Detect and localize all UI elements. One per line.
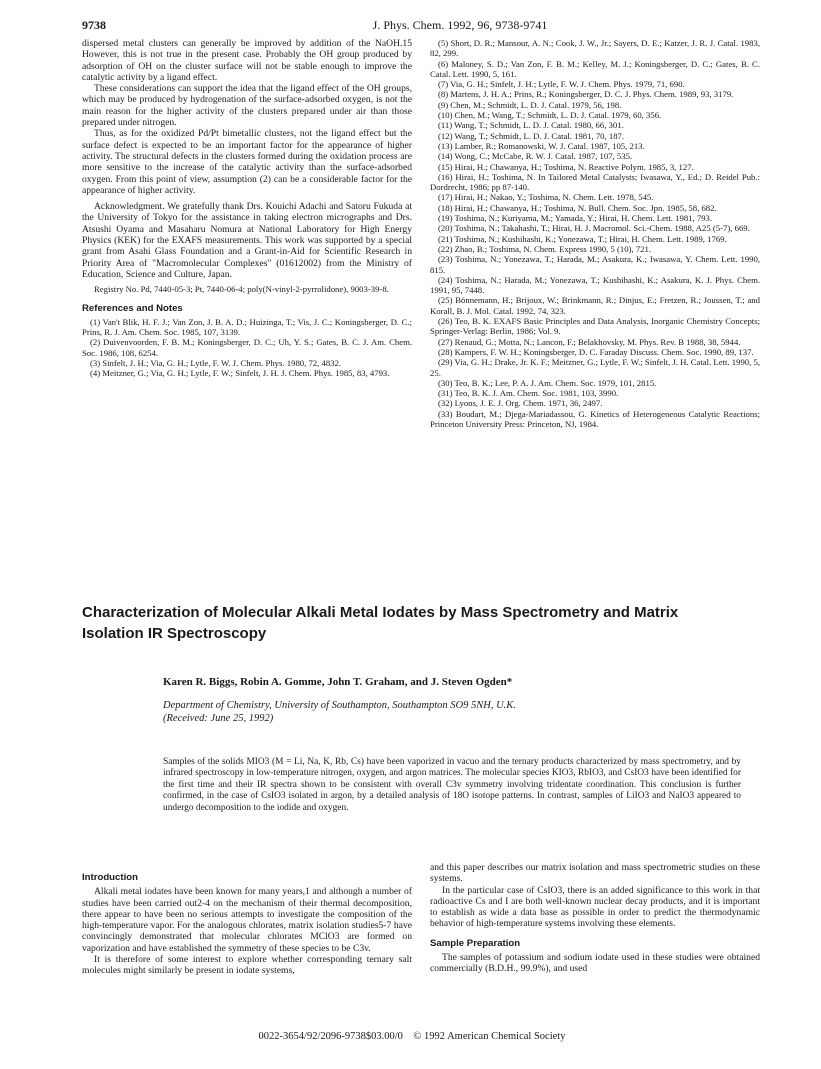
article-code: 0022-3654/92/2096-9738$03.00/0: [258, 1031, 403, 1042]
reference-item: (17) Hirai, H.; Nakao, Y.; Toshima, N. Chem. Lett. 1978, 545.: [438, 192, 654, 203]
left-column: [82, 38, 412, 379]
introduction-left: [82, 872, 412, 977]
reference-item: (25) Bönnemann, H.; Brijoux, W.; Brinkmann, R.; Dinjus, E.; Fretzen, R.; Joussen, T.; and Korall, B. J. Mol. Catal. 1992, 74, 323.: [430, 295, 760, 316]
reference-item: (26) Teo, B. K. EXAFS Basic Principles and Data Analysis, Inorganic Chemistry Concepts; Springer-Verlag: Berlin, 1986; Vol. 9.: [430, 316, 760, 337]
reference-item: (1) Van't Blik, H. F. J.; Van Zon, J. B. A. D.; Huizinga, T.; Vis, J. C.; Koningsberger, D. C.; Prins, R. J. Am. Chem. Soc. 1985, 107, 3139.: [82, 316, 412, 338]
references-heading: References and Notes: [82, 302, 183, 314]
reference-item: (4) Meitzner, G.; Via, G. H.; Lytle, F. W.; Sinfelt, J. H. J. Chem. Phys. 1985, 83, 4793.: [90, 368, 390, 379]
reference-item: (12) Wang, T.; Schmidt, L. D. J. Catal. 1981, 70, 187.: [438, 130, 625, 141]
reference-item: (33) Boudart, M.; Djega-Mariadassou, G. Kinetics of Heterogeneous Catalytic Reactions; Princeton University Press: Princeton, NJ, 1984.: [430, 408, 760, 429]
affiliation-text: Department of Chemistry, University of Southampton, Southampton SO9 5NH, U.K.: [163, 700, 516, 711]
right-reference-column: [430, 38, 760, 429]
reference-item: (13) Lamber, R.; Romanowski, W. J. Catal. 1987, 105, 213.: [438, 140, 645, 151]
sample-preparation-heading: Sample Preparation: [430, 937, 521, 949]
body-paragraph: In the particular case of CsIO3, there is an added significance to this work in that radioactive Cs and I are both well-known nuclear decay products, and it is important to establish as wide a data base as possible in order to predict the thermodynamic behavior of high-temperature systems involving these elements.: [430, 884, 760, 930]
reference-item: (24) Toshima, N.; Harada, M.; Yonezawa, T.; Kushihashi, K.; Asakura, K. J. Phys. Chem. 1991, 95, 7448.: [430, 274, 760, 296]
reference-item: (9) Chen, M.; Schmidt, L. D. J. Catal. 1979, 56, 198.: [438, 99, 622, 110]
abstract: Samples of the solids MIO3 (M = Li, Na, K, Rb, Cs) have been vaporized in vacuo and the ternary products characterized by mass spectrometry, and by infrared spectroscopy in low-temperature nitrogen, oxygen, and argon matrices. The molecular species KIO3, RbIO3, and CsIO3 have been identified for the first time and their IR spectra shown to be consistent with overall C3v symmetry involving tridentate coordination. This conclusion is further confirmed, in the case of CsIO3 isolated in argon, by a detailed analysis of 18O isotope patterns. In contrast, samples of LiIO3 and NaIO3 appeared to undergo decomposition to the iodide and oxygen.: [163, 757, 741, 813]
introduction-heading: Introduction: [82, 872, 138, 883]
page-footer: [82, 1031, 742, 1042]
reference-item: (2) Duivenvoorden, F. B. M.; Koningsberger, D. C.; Uh, Y. S.; Gates, B. C. J. Am. Chem. Soc. 1986, 108, 6254.: [82, 337, 412, 358]
reference-item: (14) Wong, C.; McCabe, R. W. J. Catal. 1987, 107, 535.: [438, 151, 633, 162]
acknowledgment: Acknowledgment. We gratefully thank Drs. Kouichi Adachi and Satoru Fukuda at the University of Tokyo for the assistance in taking electron micrographs and Drs. Atsushi Oyama and Masaharu Nomura at National Laboratory for High Energy Physics (KEK) for the EXAFS measurements. This work was supported by a special grant from Asahi Glass Foundation and a Grant-in-Aid for Scientific Research in Priority Area of "Macromolecular Complexes" (01612002) from the Ministry of Education, Science and Culture, Japan.: [82, 201, 412, 280]
page-number: 9738: [82, 18, 106, 32]
reference-item: (30) Teo, B. K.; Lee, P. A. J. Am. Chem. Soc. 1979, 101, 2815.: [438, 377, 657, 388]
reference-item: (15) Hirai, H.; Chawanya, H.; Toshima, N. Reactive Polym. 1985, 3, 127.: [438, 161, 694, 172]
body-paragraph: The samples of potassium and sodium iodate used in these studies were obtained commercially (B.D.H., 99.9%), and used: [430, 952, 760, 975]
reference-item: (6) Maloney, S. D.; Van Zon, F. B. M.; Kelley, M. J.; Koningsberger, D. C.; Gates, B. C. Catal. Lett. 1990, 5, 161.: [430, 58, 760, 79]
reference-item: (7) Via, G. H.; Sinfelt, J. H.; Lytle, F. W. J. Chem. Phys. 1979, 71, 690.: [438, 79, 685, 90]
reference-item: (31) Teo, B. K. J. Am. Chem. Soc. 1981, 103, 3990.: [438, 388, 619, 399]
reference-item: (20) Toshima, N.; Takahashi, T.; Hirai, H. J. Macromol. Sci.-Chem. 1988, A25 (5-7), 669.: [438, 223, 750, 234]
article-affiliation: [163, 699, 683, 725]
reference-item: (32) Lyons, J. E. J. Org. Chem. 1971, 36, 2497.: [438, 398, 603, 409]
received-date: (Received: June 25, 1992): [163, 713, 274, 724]
article-title: Characterization of Molecular Alkali Metal Iodates by Mass Spectrometry and Matrix Isolation IR Spectroscopy: [82, 604, 679, 642]
reference-item: (27) Renaud, G.; Motta, N.; Lancon, F.; Belakhovsky, M. Phys. Rev. B 1988, 38, 5944.: [438, 336, 741, 347]
reference-item: (10) Chen, M.; Wang, T.; Schmidt, L. D. J. Catal. 1979, 60, 356.: [438, 110, 662, 121]
reference-item: (18) Hirai, H.; Chawanya, H.; Toshima, N. Bull. Chem. Soc. Jpn. 1985, 58, 682.: [438, 202, 717, 213]
reference-item: (8) Martens, J. H. A.; Prins, R.; Koningsberger, D. C. J. Phys. Chem. 1989, 93, 3179.: [438, 89, 734, 100]
reference-item: (3) Sinfelt, J. H.; Via, G. H.; Lytle, F. W. J. Chem. Phys. 1980, 72, 4832.: [90, 358, 342, 369]
reference-item: (21) Toshima, N.; Kushihashi, K.; Yonezawa, T.; Hirai, H. Chem. Lett. 1989, 1769.: [438, 233, 727, 244]
body-paragraph: and this paper describes our matrix isolation and mass spectrometric studies on these systems.: [430, 862, 760, 885]
reference-item: (11) Wang, T.; Schmidt, L. D. J. Catal. 1980, 66, 301.: [438, 120, 624, 131]
body-paragraph: dispersed metal clusters can generally be improved by addition of the NaOH.15 However, this is not true in the present case. Probably the OH group produced by adsorption of OH on the cluster surface will not be stable enough to improve the catalytic activity by a ligand effect.: [82, 38, 412, 83]
reference-item: (22) Zhao, B.; Toshima, N. Chem. Express 1990, 5 (10), 721.: [438, 243, 652, 254]
reference-item: (5) Short, D. R.; Mansour, A. N.; Cook, J. W., Jr.; Sayers, D. E.; Katzer, J. R. J. Catal. 1983, 82, 299.: [430, 38, 760, 59]
article-authors: Karen R. Biggs, Robin A. Gomme, John T. Graham, and J. Steven Ogden*: [163, 676, 513, 688]
registry-numbers: Registry No. Pd, 7440-05-3; Pt, 7440-06-4; poly(N-vinyl-2-pyrrolidone), 9003-39-8.: [94, 284, 389, 295]
body-paragraph: Thus, as for the oxidized Pd/Pt bimetallic clusters, not the ligand effect but the surface defect is expected to be an important factor for the appearance of higher activity. The structural defects in the clusters formed during the oxidation process are more sensitive to the increase of the catalytic activity than the surface-adsorbed oxygen. From this point of view, assumption (2) can be a considerable factor for the appearance of higher activity.: [82, 128, 412, 196]
body-paragraph: It is therefore of some interest to explore whether corresponding ternary salt molecules might similarly be present in iodate systems,: [82, 954, 412, 977]
copyright: © 1992 American Chemical Society: [413, 1031, 566, 1042]
introduction-right: [430, 862, 760, 975]
body-paragraph: These considerations can support the idea that the ligand effect of the OH groups, which may be produced by hydrogenation of the surface-adsorbed oxygen, is not the main reason for the higher activity of the clusters prepared under air than those prepared under nitrogen.: [82, 83, 412, 129]
reference-item: (19) Toshima, N.; Kuriyama, M.; Yamada, Y.; Hirai, H. Chem. Lett. 1981, 793.: [438, 213, 713, 224]
reference-item: (29) Via, G. H.; Drake, Jr. K. F.; Meitzner, G.; Lytle, F. W.; Sinfelt, J. H. Catal. Lett. 1990, 5, 25.: [430, 357, 760, 378]
reference-item: (16) Hirai, H.; Toshima, N. In Tailored Metal Catalysts; Iwasawa, Y., Ed.; D. Reidel Pub.: Dordrecht, 1986; pp 87-140.: [430, 171, 760, 193]
body-paragraph: Alkali metal iodates have been known for many years,1 and although a number of studies have been carried out2-4 on the mechanism of their thermal decomposition, there appear to have been no serious attempts to investigate the composition of the high-temperature vapor. For the analogous chlorates, matrix isolation studies5-7 have convincingly demonstrated that molecular chlorates MClO3 are formed on vaporization and have established the symmetry of these species to be C3v.: [82, 886, 412, 954]
reference-item: (23) Toshima, N.; Yonezawa, T.; Harada, M.; Asakura, K.; Iwasawa, Y. Chem. Lett. 1990, 815.: [430, 254, 760, 275]
reference-item: (28) Kampers, F. W. H.; Koningsberger, D. C. Faraday Discuss. Chem. Soc. 1990, 89, 137.: [438, 346, 754, 357]
journal-header: J. Phys. Chem. 1992, 96, 9738-9741: [372, 18, 548, 32]
